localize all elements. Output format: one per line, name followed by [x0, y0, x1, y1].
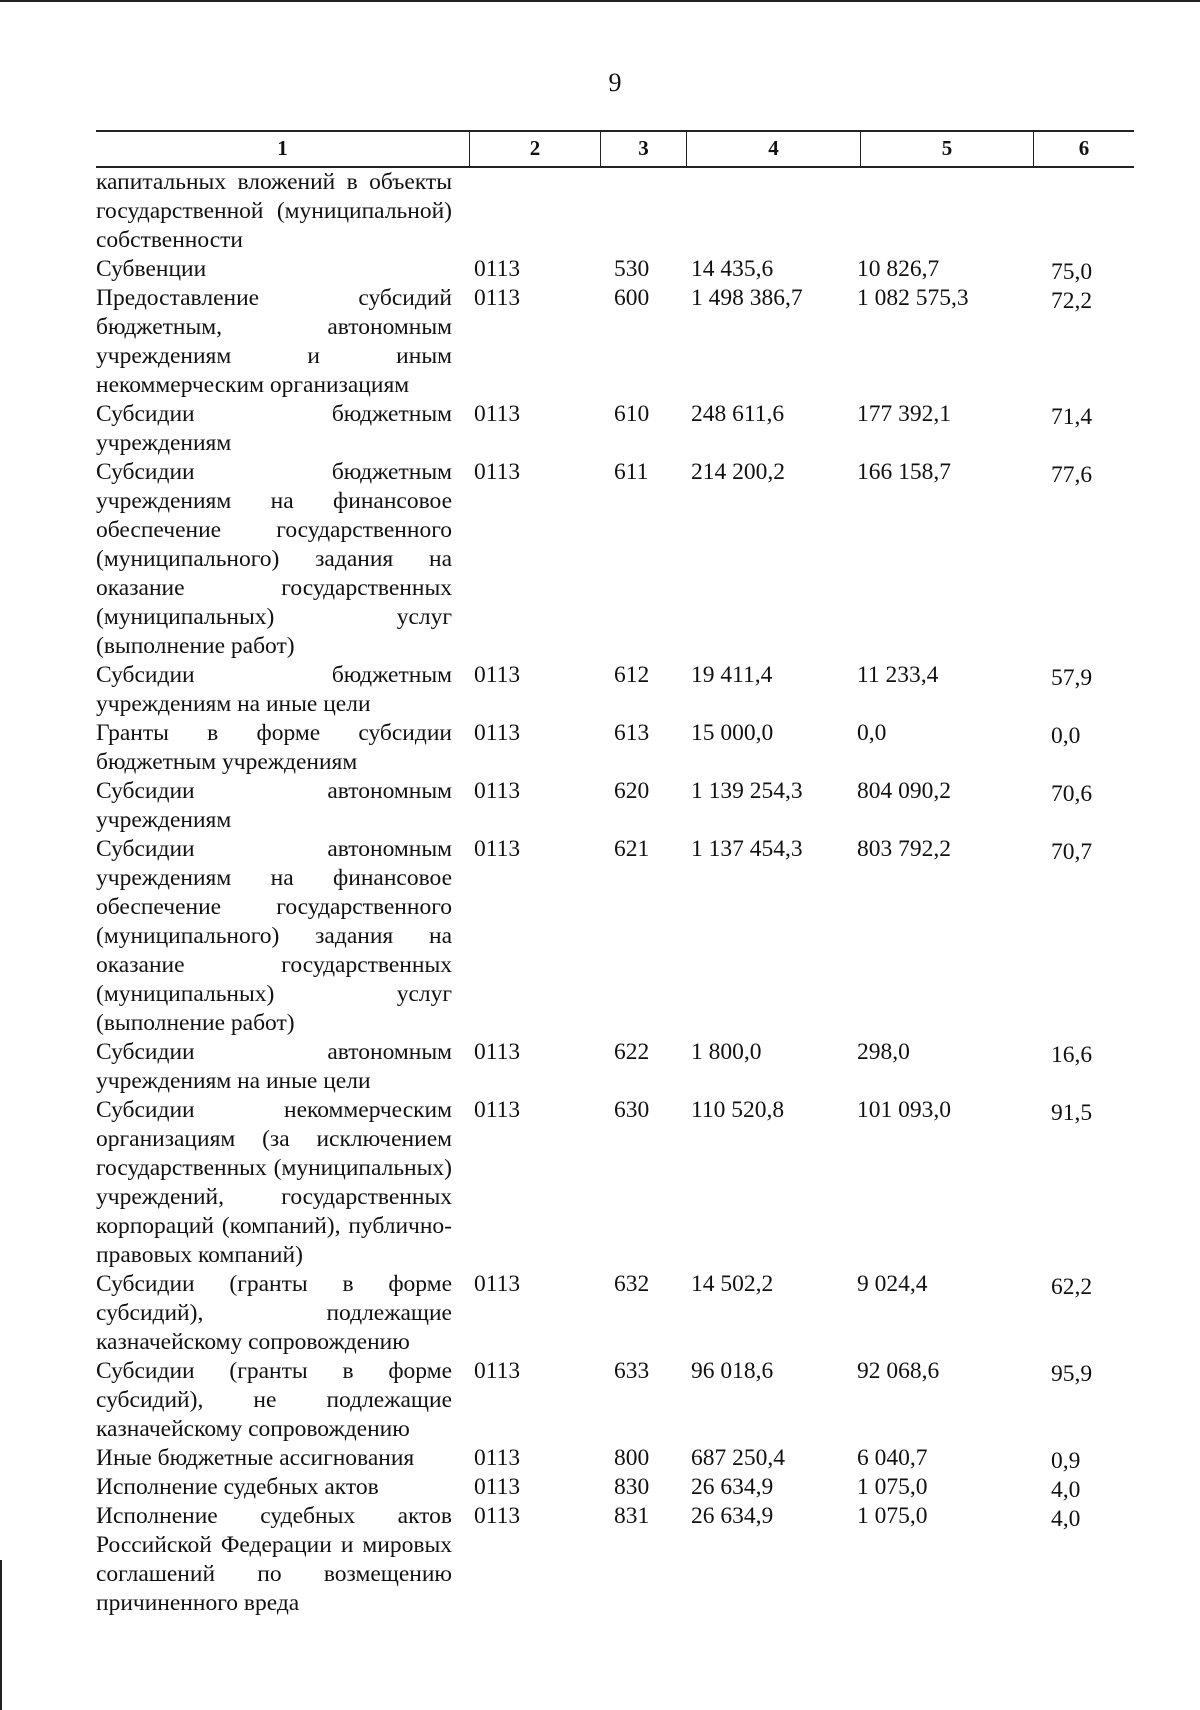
- row-type: 622: [614, 1039, 650, 1065]
- row-plan: 110 520,8: [691, 1097, 785, 1123]
- row-name: Субвенции: [96, 256, 207, 282]
- row-type: 611: [614, 459, 649, 485]
- row-type: 831: [614, 1503, 650, 1529]
- row-pct: 70,7: [1051, 839, 1093, 865]
- row-plan: 1 800,0: [691, 1039, 762, 1065]
- table-row: [96, 284, 1134, 400]
- row-exec: 1 075,0: [857, 1474, 928, 1500]
- row-plan: 15 000,0: [691, 720, 774, 746]
- table-row: [96, 458, 1134, 661]
- row-section: 0113: [474, 1445, 521, 1471]
- page-number: 9: [608, 68, 622, 97]
- header-col-5: 5: [861, 132, 1034, 166]
- row-type: 633: [614, 1358, 650, 1384]
- row-pct: 16,6: [1051, 1042, 1093, 1068]
- row-plan: 1 139 254,3: [691, 778, 803, 804]
- row-pct: 0,0: [1051, 723, 1081, 749]
- header-col-3: 3: [601, 132, 687, 166]
- row-pct: 62,2: [1051, 1274, 1093, 1300]
- row-exec: 804 090,2: [857, 778, 951, 804]
- row-section: [452, 168, 592, 255]
- row-section: 0113: [474, 285, 521, 311]
- row-section: 0113: [474, 662, 521, 688]
- row-pct: 72,2: [1051, 288, 1093, 314]
- row-plan: 19 411,4: [691, 662, 773, 688]
- table-row: [96, 1270, 1134, 1357]
- row-section: 0113: [474, 1503, 521, 1529]
- row-plan: 14 435,6: [691, 256, 774, 282]
- row-exec: 92 068,6: [857, 1358, 940, 1384]
- row-type: 612: [614, 662, 650, 688]
- row-pct: 0,9: [1051, 1448, 1081, 1474]
- row-name: Гранты в форме субсидии бюджетным учреждениям: [96, 720, 452, 775]
- row-type: 800: [614, 1445, 650, 1471]
- row-section: 0113: [474, 401, 521, 427]
- row-name: Субсидии бюджетным учреждениям на финансовое обеспечение государственного (муниципального) задания на оказание государственных (муниципальных) услуг (выполнение работ): [96, 459, 452, 659]
- page-left-edge: [0, 1560, 2, 1710]
- row-section: 0113: [474, 1474, 521, 1500]
- row-pct: 70,6: [1051, 781, 1093, 807]
- row-plan: 248 611,6: [691, 401, 785, 427]
- table-row: [96, 168, 1134, 255]
- table-row: [96, 835, 1134, 1038]
- budget-table: [96, 130, 1134, 1618]
- row-exec: 166 158,7: [857, 459, 951, 485]
- table-row: [96, 1444, 1134, 1473]
- row-exec: [851, 168, 1024, 255]
- header-col-1: 1: [96, 132, 470, 166]
- row-exec: 10 826,7: [857, 256, 940, 282]
- header-col-4: 4: [687, 132, 861, 166]
- row-type: 630: [614, 1097, 650, 1123]
- table-body: [96, 168, 1134, 1618]
- row-name: Иные бюджетные ассигнования: [96, 1445, 415, 1471]
- row-type: 613: [614, 720, 650, 746]
- row-exec: 1 082 575,3: [857, 285, 969, 311]
- row-exec: 1 075,0: [857, 1503, 928, 1529]
- row-name: Субсидии (гранты в форме субсидий), подлежащие казначейскому сопровождению: [96, 1271, 452, 1355]
- row-name: Субсидии бюджетным учреждениям: [96, 401, 452, 456]
- table-row: [96, 400, 1134, 458]
- row-pct: 71,4: [1051, 404, 1093, 430]
- table-row: [96, 1096, 1134, 1270]
- page-top-edge: [0, 0, 1200, 2]
- table-row: [96, 255, 1134, 284]
- row-section: 0113: [474, 459, 521, 485]
- row-type: 621: [614, 836, 650, 862]
- row-plan: 26 634,9: [691, 1474, 774, 1500]
- row-pct: 91,5: [1051, 1100, 1093, 1126]
- row-plan: 96 018,6: [691, 1358, 774, 1384]
- row-type: 610: [614, 401, 650, 427]
- row-exec: 6 040,7: [857, 1445, 928, 1471]
- row-exec: 9 024,4: [857, 1271, 928, 1297]
- row-pct: 4,0: [1051, 1506, 1081, 1532]
- table-row: [96, 1473, 1134, 1502]
- table-row: [96, 661, 1134, 719]
- row-plan: 26 634,9: [691, 1503, 774, 1529]
- row-plan: 14 502,2: [691, 1271, 774, 1297]
- row-section: 0113: [474, 778, 521, 804]
- row-plan: 1 137 454,3: [691, 836, 803, 862]
- row-name: Субсидии автономным учреждениям на финансовое обеспечение государственного (муниципального) задания на оказание государственных (муниципальных) услуг (выполнение работ): [96, 836, 452, 1036]
- row-exec: 101 093,0: [857, 1097, 951, 1123]
- row-exec: 0,0: [857, 720, 887, 746]
- row-type: 830: [614, 1474, 650, 1500]
- row-plan: 1 498 386,7: [691, 285, 803, 311]
- table-header: [96, 130, 1134, 168]
- row-pct: 77,6: [1051, 462, 1093, 488]
- row-name: Исполнение судебных актов: [96, 1474, 379, 1500]
- row-name: Субсидии автономным учреждениям: [96, 778, 452, 833]
- row-pct: [1024, 168, 1134, 255]
- row-name: Субсидии бюджетным учреждениям на иные цели: [96, 662, 452, 717]
- header-col-6: 6: [1078, 136, 1090, 160]
- row-type: 632: [614, 1271, 650, 1297]
- table-row: [96, 777, 1134, 835]
- row-section: 0113: [474, 256, 521, 282]
- row-exec: 803 792,2: [857, 836, 951, 862]
- row-exec: 177 392,1: [857, 401, 951, 427]
- row-name: Предоставление субсидий бюджетным, автономным учреждениям и иным некоммерческим организациям: [96, 285, 452, 398]
- row-name: Субсидии (гранты в форме субсидий), не подлежащие казначейскому сопровождению: [96, 1358, 452, 1442]
- table-row: [96, 1357, 1134, 1444]
- row-name: Субсидии некоммерческим организациям (за исключением государственных (муниципальных) учреждений, государственных корпораций (компаний), публично-правовых компаний): [96, 1097, 452, 1268]
- row-pct: 75,0: [1051, 259, 1093, 285]
- table-row: [96, 1038, 1134, 1096]
- row-pct: 4,0: [1051, 1477, 1081, 1503]
- row-name: капитальных вложений в объекты государственной (муниципальной) собственности: [96, 169, 452, 253]
- table-row: [96, 719, 1134, 777]
- row-type: 530: [614, 256, 650, 282]
- row-pct: 57,9: [1051, 665, 1093, 691]
- row-type: [592, 168, 677, 255]
- header-col-2: 2: [470, 132, 601, 166]
- row-type: 620: [614, 778, 650, 804]
- row-plan: 687 250,4: [691, 1445, 785, 1471]
- row-exec: 11 233,4: [857, 662, 939, 688]
- table-row: [96, 1502, 1134, 1618]
- row-section: 0113: [474, 1358, 521, 1384]
- row-section: 0113: [474, 1097, 521, 1123]
- row-type: 600: [614, 285, 650, 311]
- row-plan: [677, 168, 851, 255]
- row-section: 0113: [474, 720, 521, 746]
- row-name: Субсидии автономным учреждениям на иные цели: [96, 1039, 452, 1094]
- row-section: 0113: [474, 1039, 521, 1065]
- row-section: 0113: [474, 1271, 521, 1297]
- row-exec: 298,0: [857, 1039, 910, 1065]
- row-section: 0113: [474, 836, 521, 862]
- row-plan: 214 200,2: [691, 459, 785, 485]
- row-name: Исполнение судебных актов Российской Федерации и мировых соглашений по возмещению причиненного вреда: [96, 1503, 452, 1616]
- row-pct: 95,9: [1051, 1361, 1093, 1387]
